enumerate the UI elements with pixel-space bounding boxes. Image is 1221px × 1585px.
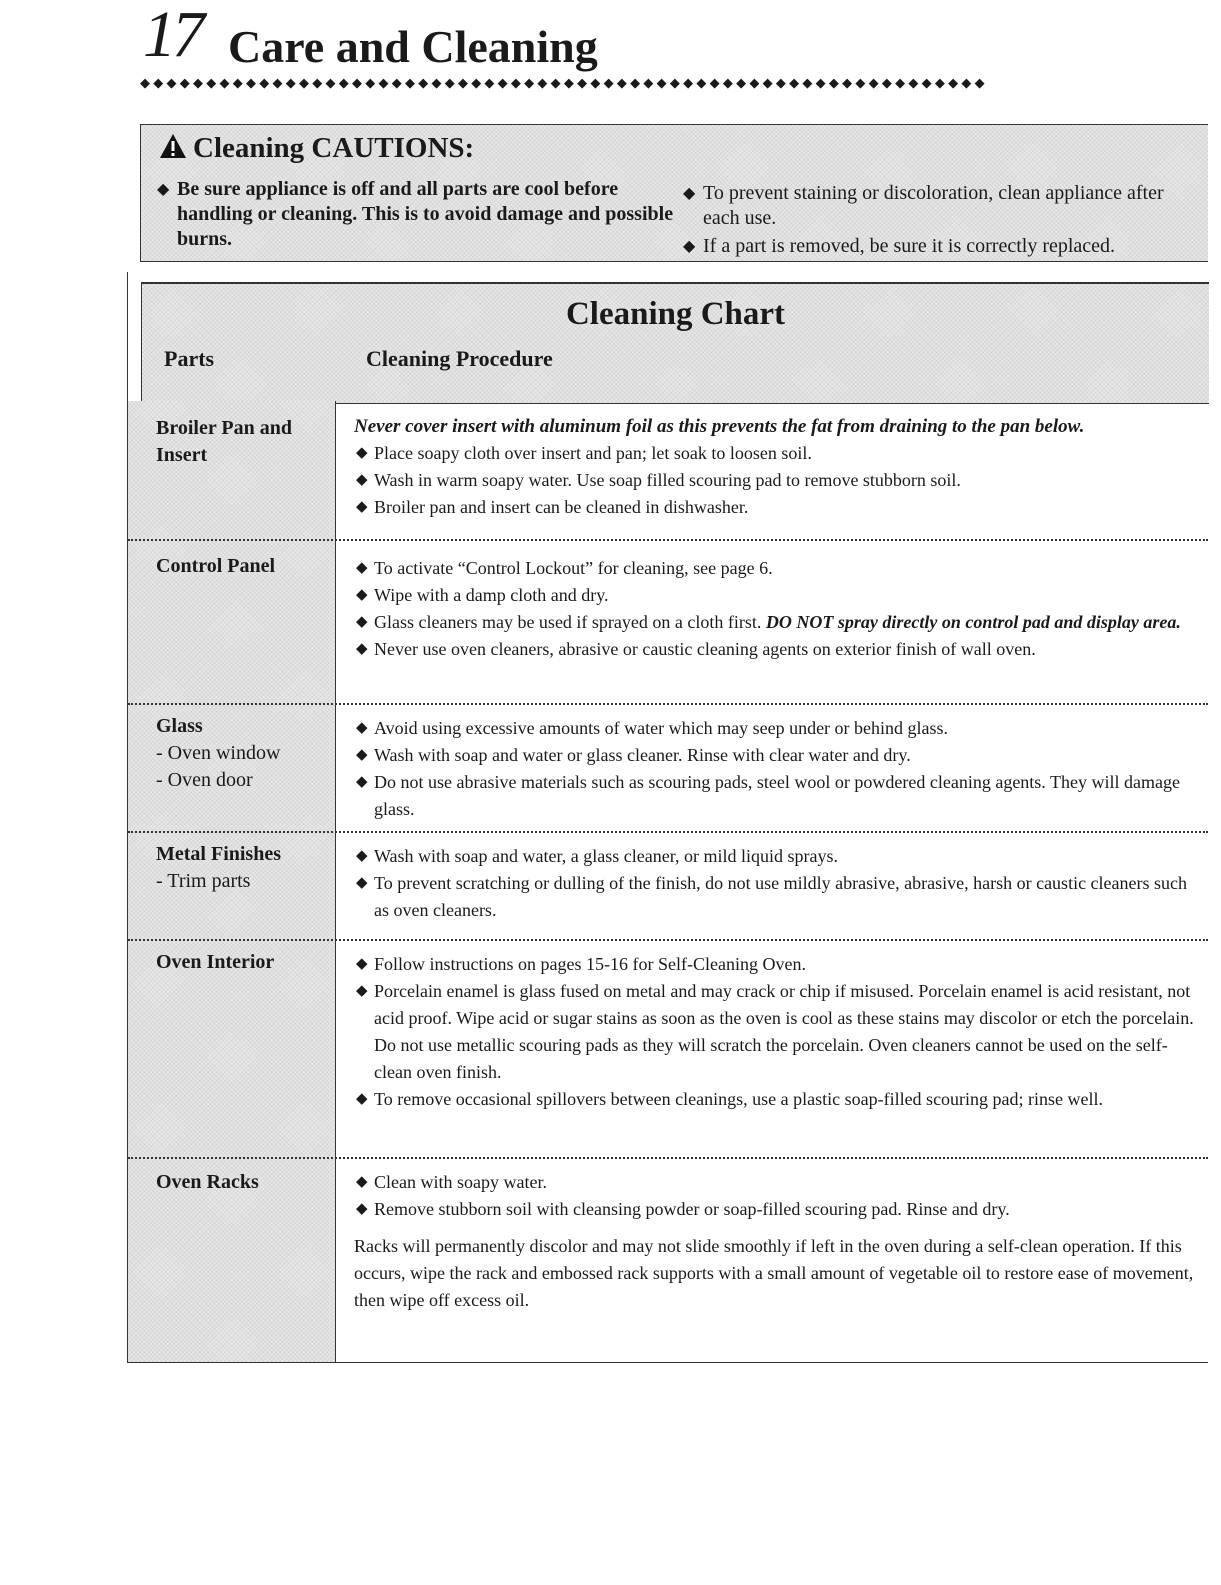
procedure [354,843,1204,924]
chart-title: Cleaning Chart [565,296,786,332]
diamond-bullet-icon: ◆ [356,956,368,972]
diamond-bullet-icon: ◆ [356,499,368,515]
procedure-item: ◆ Remove stubborn soil with cleansing powder or soap-filled scouring pad. Rinse and dry. [354,1196,1204,1223]
procedure-item: ◆ Broiler pan and insert can be cleaned in dishwasher. [354,494,1204,521]
procedure-note: Never cover insert with aluminum foil as this prevents the fat from draining to the pan below. [354,416,1085,437]
cautions-right-list [681,181,1201,262]
procedure-emphasis: DO NOT spray directly on control pad and display area. [765,612,1181,632]
caution-item: ◆ If a part is removed, be sure it is correctly replaced. [683,235,1116,257]
procedure [354,1169,1204,1314]
chart-row-control-panel [128,539,1208,705]
procedure-item: ◆ To remove occasional spillovers between cleanings, use a plastic soap-filled scouring pad; rinse well. [354,1086,1204,1113]
diamond-bullet-icon: ◆ [356,774,368,790]
diamond-bullet-icon: ◆ [356,983,368,999]
caution-item: ◆ To prevent staining or discoloration, clean appliance after each use. [683,182,1164,229]
cautions-left-list [155,177,675,252]
diamond-bullet-icon: ◆ [356,587,368,603]
warning-triangle-icon [159,133,187,159]
procedure-item: ◆ Avoid using excessive amounts of water which may seep under or behind glass. [354,715,1204,742]
diamond-bullet-icon: ◆ [356,1091,368,1107]
chart-row-oven-racks [128,1157,1208,1362]
procedure-note: Racks will permanently discolor and may not slide smoothly if left in the oven during a self-clean operation. If this occurs, wipe the rack and embossed rack supports with a small amount of vegetable oil to restore ease of movement, then wipe off excess oil. [354,1236,1194,1310]
diamond-bullet-icon: ◆ [356,848,368,864]
diamond-bullet-icon: ◆ [683,238,696,255]
procedure-item: ◆ Follow instructions on pages 15-16 for Self-Cleaning Oven. [354,951,1204,978]
chart-row-metal-finishes [128,831,1208,941]
diamond-bullet-icon: ◆ [356,1201,368,1217]
cautions-heading [159,133,474,163]
diamond-bullet-icon: ◆ [683,185,696,202]
procedure [354,555,1204,663]
diamond-bullet-icon: ◆ [356,560,368,576]
part-name: Glass - Oven window - Oven door [156,715,281,791]
part-name: Broiler Pan and Insert [156,417,292,466]
procedure-item: ◆ Wash with soap and water, a glass cleaner, or mild liquid sprays. [354,843,1204,870]
part-name: Oven Interior [156,951,275,973]
diamond-bullet-icon: ◆ [157,181,170,198]
procedure-item: ◆ Place soapy cloth over insert and pan; let soak to loosen soil. [354,440,1204,467]
procedure [354,715,1204,823]
procedure-item: ◆ Glass cleaners may be used if sprayed on a cloth first. DO NOT spray directly on control pad and display area. [354,609,1204,636]
cautions-heading-text: Cleaning CAUTIONS: [193,132,475,164]
diamond-bullet-icon: ◆ [356,472,368,488]
column-header-procedure: Cleaning Procedure [366,346,553,371]
diamond-bullet-icon: ◆ [356,641,368,657]
cleaning-cautions-box [140,124,1208,262]
procedure-item: ◆ Porcelain enamel is glass fused on metal and may crack or chip if misused. Porcelain enamel is acid resistant, not acid proof. Wipe acid or sugar stains as soon as the oven is cool as these stains may discolor or etch the porcelain. Do not use metallic scouring pads as they will scratch the porcelain. Oven cleaners cannot be used on the self-clean oven finish. [354,978,1204,1086]
chart-header [141,282,1209,404]
procedure [354,413,1204,521]
diamond-bullet-icon: ◆ [356,875,368,891]
diamond-bullet-icon: ◆ [356,720,368,736]
procedure-item: ◆ Never use oven cleaners, abrasive or caustic cleaning agents on exterior finish of wall oven. [354,636,1204,663]
chart-row-oven-interior [128,939,1208,1159]
procedure-item: ◆ Clean with soapy water. [354,1169,1204,1196]
page-title: Care and Cleaning [228,21,598,72]
procedure-item: ◆ To prevent scratching or dulling of the finish, do not use mildly abrasive, abrasive, harsh or caustic cleaners such as oven cleaners. [354,870,1204,924]
procedure-item: ◆ To activate “Control Lockout” for cleaning, see page 6. [354,555,1204,582]
procedure [354,951,1204,1113]
column-header-parts: Parts [164,346,215,371]
procedure-item: ◆ Wipe with a damp cloth and dry. [354,582,1204,609]
chart-row-glass [128,703,1208,833]
diamond-bullet-icon: ◆ [356,445,368,461]
diamond-bullet-icon: ◆ [356,747,368,763]
procedure-item: ◆ Wash with soap and water or glass cleaner. Rinse with clear water and dry. [354,742,1204,769]
caution-item: ◆ Be sure appliance is off and all parts are cool before handling or cleaning. This is to avoid damage and possible burns. [157,178,674,250]
part-name: Metal Finishes - Trim parts [156,843,281,892]
diamond-bullet-icon: ◆ [356,614,368,630]
part-name: Oven Racks [156,1171,259,1193]
part-name: Control Panel [156,555,276,577]
diamond-bullet-icon: ◆ [356,1174,368,1190]
cleaning-chart [127,272,1208,1363]
page-number: 17 [143,0,201,71]
procedure-item: ◆ Wash in warm soapy water. Use soap filled scouring pad to remove stubborn soil. [354,467,1204,494]
title-diamond-rule: ◆ ◆ ◆ ◆ ◆ ◆ ◆ ◆ ◆ ◆ ◆ ◆ ◆ ◆ ◆ ◆ ◆ ◆ ◆ ◆ ◆ ◆ ◆ ◆ ◆ ◆ ◆ ◆ ◆ ◆ ◆ ◆ ◆ ◆ ◆ ◆ ◆ ◆ ◆ ◆ ◆ ◆ ◆ ◆ ◆ ◆ ◆ ◆ ◆ ◆ ◆ ◆ ◆ ◆ ◆ ◆ ◆ ◆ ◆ ◆ ◆ ◆ ◆ ◆ [140,76,985,89]
procedure-item: ◆ Do not use abrasive materials such as scouring pads, steel wool or powdered cleaning agents. They will damage glass. [354,769,1204,823]
chart-row-broiler-pan [128,401,1208,541]
